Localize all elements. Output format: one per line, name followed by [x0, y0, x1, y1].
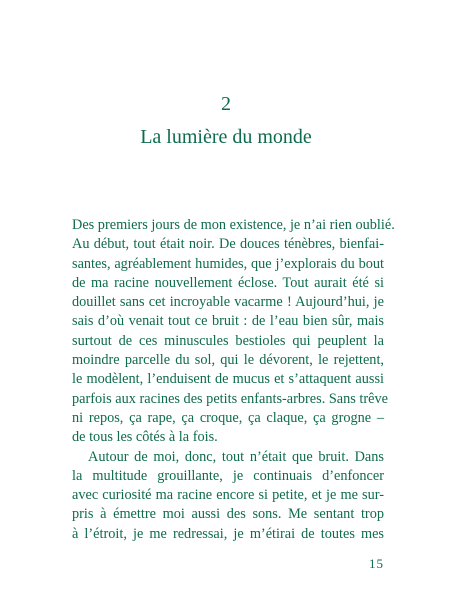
text-line: de tous les côtés à la fois.	[72, 429, 218, 446]
text-line: à l’étroit, je me redressai, je m’étirai de toutes mes	[72, 525, 384, 542]
paragraph	[72, 448, 384, 544]
page-number: 15	[369, 556, 384, 571]
text-line: pris à émettre moi aussi des sons. Me sentant trop	[72, 506, 384, 523]
text-line: santes, agréablement humides, que j’explorais du bout	[72, 255, 384, 272]
body-text	[72, 216, 395, 544]
text-line: le modèlent, l’enduisent de mucus et s’attaquent aussi	[72, 371, 384, 388]
text-line: sais d’où venait tout ce bruit : de l’eau bien sûr, mais	[72, 313, 384, 330]
text-line: ni repos, ça rape, ça croque, ça claque, ça grogne –	[72, 409, 384, 426]
text-line: parfois aux racines des petits enfants-arbres. Sans trêve	[72, 390, 389, 407]
text-line: surtout de ces minuscules bestioles qui peuplent la	[72, 332, 384, 349]
text-line: la multitude grouillante, je continuais d’enfoncer	[72, 467, 384, 484]
text-line: douillet sans cet incroyable vacarme ! Aujourd’hui, je	[72, 294, 384, 311]
paragraph	[72, 216, 395, 448]
text-line: Autour de moi, donc, tout n’était que bruit. Dans	[88, 448, 384, 465]
text-line: Au début, tout était noir. De douces ténèbres, bienfai-	[72, 236, 384, 253]
text-line: moindre parcelle du sol, qui le dévorent, le rejettent,	[72, 352, 384, 369]
chapter-number: 2	[221, 93, 231, 115]
text-line: avec curiosité ma racine encore si petite, et je me sur-	[72, 487, 384, 504]
text-line: Des premiers jours de mon existence, je n’ai rien oublié.	[72, 217, 395, 233]
chapter-title: La lumière du monde	[140, 126, 312, 148]
text-line: de ma racine nouvellement éclose. Tout aurait été si	[72, 274, 384, 291]
